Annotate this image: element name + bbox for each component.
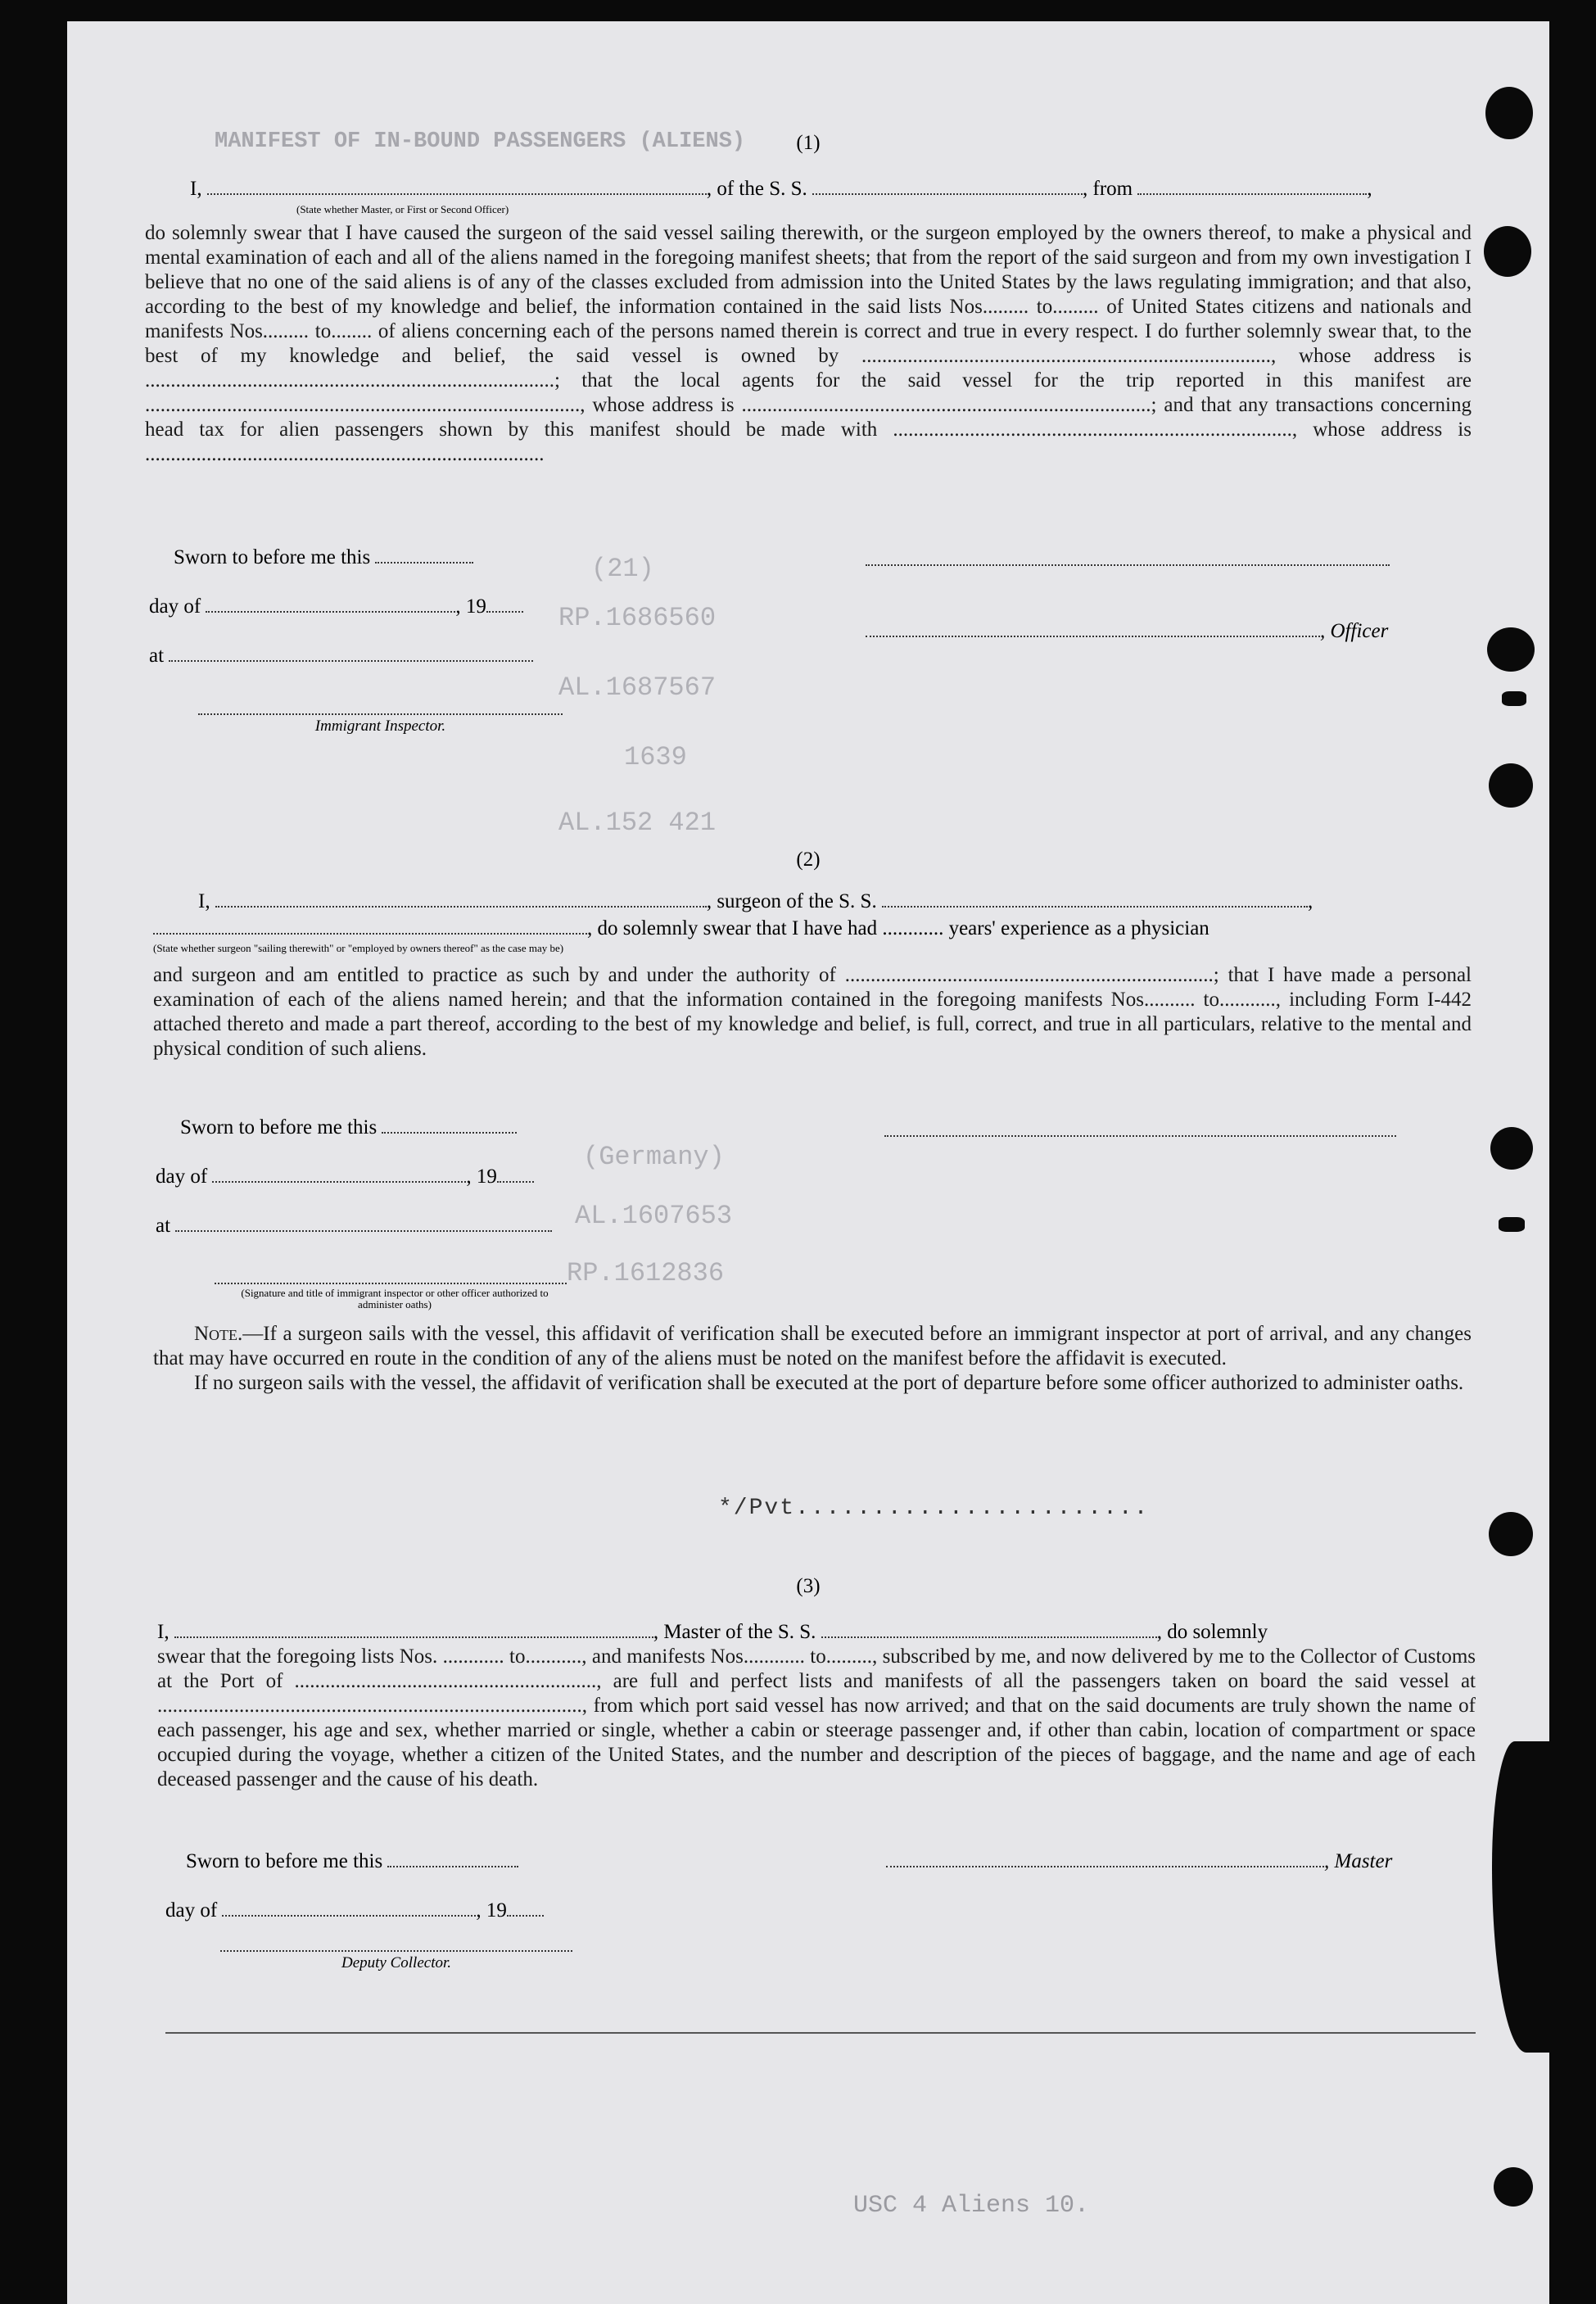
bleed-through-text: 1639 <box>624 742 687 772</box>
surgeon-of-label: , surgeon of the S. S. <box>706 890 877 912</box>
at-label: at <box>149 645 165 667</box>
from-label: , from <box>1083 178 1133 200</box>
bleed-through-text: AL.1607653 <box>575 1201 733 1231</box>
surgeon-status-field[interactable] <box>153 917 587 935</box>
surgeon-name-field[interactable] <box>215 889 707 908</box>
document-page <box>67 21 1549 2304</box>
bleed-through-text: (Germany) <box>583 1142 725 1172</box>
section-1-sworn <box>174 545 473 569</box>
surgeon-signature-line[interactable] <box>884 1135 1396 1137</box>
note-block <box>153 1322 1472 1396</box>
officer-label: , Officer <box>1320 620 1389 642</box>
master-of-label: , Master of the S. S. <box>653 1621 816 1643</box>
inspector-signature-line[interactable] <box>198 713 563 715</box>
inspector-caption: Immigrant Inspector. <box>314 717 446 735</box>
surgeon-vessel-field[interactable] <box>882 889 1308 908</box>
year-prefix: , 19 <box>466 1166 497 1188</box>
torn-edge <box>1492 1741 1549 2053</box>
master-signature <box>886 1849 1392 1873</box>
section-1-paragraph: do solemnly swear that I have caused the surgeon of the said vessel sailing therewith, or the surgeon employed by the owners thereof, to make a physical and mental examination of each and all of the aliens named in the foregoing manifest sheets; that from the report of the said surgeon and from my own investigation I believe that no one of the said aliens is of any of the classes excluded from admission into the United States by the laws regulating immigration; and that also, according to the best of my knowledge and belief, the information contained in the said lists Nos......... to......... of United States citizens and nationals and manifests Nos......... to........ of aliens concerning each of the persons named therein is correct and true in every respect. I do further solemnly swear that, to the best of my knowledge and belief, the said vessel is owned by ................................................................................, whose address is ................................................................................; that the local agents for the said vessel for the trip reported in this manifest are ....................................................................................., whose address is ................................................................................; and that any transactions concerning head tax for alien passengers shown by this manifest should be made with .............................................................................., whose address is .............................................................................. <box>145 222 1472 465</box>
bleed-through-text: (21) <box>591 554 654 584</box>
day-of-field[interactable] <box>206 595 455 613</box>
sworn-label: Sworn to before me this <box>180 1116 378 1138</box>
sworn-day-field[interactable] <box>387 1849 518 1867</box>
punch-hole <box>1494 2167 1533 2207</box>
section-1-day-of <box>149 595 523 618</box>
deputy-signature-line[interactable] <box>220 1950 572 1952</box>
day-of-field[interactable] <box>222 1899 476 1917</box>
officer-signature-line[interactable] <box>866 619 1320 637</box>
section-1-i: I, <box>190 178 202 200</box>
bleed-through-text: RP.1686560 <box>558 603 717 633</box>
bleed-through-text: RP.1612836 <box>567 1258 725 1288</box>
section-3-day-of <box>165 1899 544 1922</box>
day-of-label: day of <box>156 1166 208 1188</box>
punch-hole <box>1484 226 1531 277</box>
punch-hole <box>1487 627 1535 672</box>
signature-line[interactable] <box>866 564 1390 566</box>
section-2-i: I, <box>198 890 210 912</box>
year-prefix: , 19 <box>455 595 486 618</box>
year-field[interactable] <box>497 1165 534 1183</box>
section-2-at <box>156 1214 552 1238</box>
sworn-label: Sworn to before me this <box>174 546 371 568</box>
sworn-label: Sworn to before me this <box>186 1850 383 1872</box>
section-3-sworn <box>186 1849 518 1873</box>
at-label: at <box>156 1215 171 1237</box>
surgeon-caption: (State whether surgeon "sailing therewith" or "employed by owners thereof" as the case may be) <box>153 942 564 954</box>
master-name-field[interactable] <box>207 177 707 195</box>
section-1-number: (1) <box>796 132 821 154</box>
punch-hole <box>1489 763 1533 808</box>
punch-hole <box>1499 1217 1525 1232</box>
vessel-name-field[interactable] <box>812 177 1083 195</box>
section-2-paragraph: and surgeon and am entitled to practice as such by and under the authority of ........................................................................; that I have made a personal examination of each of the aliens named herein; and that the information contained in the foregoing manifests Nos.......... to..........., including Form I-442 attached thereto and made a part thereof, according to the best of my knowledge and belief, is full, correct, and true in all particulars, relative to the mental and physical condition of such aliens. <box>153 964 1472 1060</box>
day-of-label: day of <box>149 595 201 618</box>
day-of-label: day of <box>165 1899 218 1922</box>
bleed-through-header: MANIFEST OF IN-BOUND PASSENGERS (ALIENS) <box>215 129 746 154</box>
sworn-day-field[interactable] <box>375 545 473 564</box>
year-field[interactable] <box>486 595 523 613</box>
section-2-sworn <box>180 1116 517 1139</box>
section-1-at <box>149 644 533 668</box>
section-3-paragraph: swear that the foregoing lists Nos. ............ to..........., and manifests Nos............ to........., subscribed by me, and now delivered by me to the Collector of Customs at the Port of ..........................................................., are full and perfect lists and manifests of all the passengers taken on board the said vessel at ..................................................................................., from which port said vessel has now arrived; and that on the said documents are truly shown the name of each passenger, his age and sex, whether married or single, whether a cabin or steerage passenger and, if other than cabin, location of compartment or space occupied during the voyage, whether a citizen of the United States, and the number and description of the pieces of baggage, and the name and age of each deceased passenger and the cause of his death. <box>157 1645 1476 1790</box>
note-text: —If a surgeon sails with the vessel, this affidavit of verification shall be executed before an immigrant inspector at port of arrival, and any changes that may have occurred en route in the condition of any of the aliens must be noted on the manifest before the affidavit is executed. <box>153 1323 1472 1369</box>
section-2-number: (2) <box>796 849 821 871</box>
officer-signature <box>866 619 1388 643</box>
bleed-through-text: AL.1687567 <box>558 672 717 703</box>
dotted-annotation: */Pvt....................... <box>718 1496 1150 1521</box>
section-2-day-of <box>156 1165 534 1188</box>
note-paragraph-2: If no surgeon sails with the vessel, the affidavit of verification shall be executed at the port of departure before some officer authorized to administer oaths. <box>194 1372 1464 1394</box>
master-signature-line[interactable] <box>886 1849 1324 1867</box>
at-field[interactable] <box>169 644 533 662</box>
bleed-through-text: AL.152 421 <box>558 808 717 838</box>
punch-hole <box>1490 1127 1533 1170</box>
section-2-opening <box>198 889 1313 913</box>
trailing-comma: , <box>1367 178 1372 200</box>
section-3-i: I, <box>157 1621 170 1643</box>
note-paragraph <box>153 1322 1472 1371</box>
note-label: Note. <box>194 1323 243 1345</box>
master-caption: (State whether Master, or First or Second Officer) <box>296 203 509 215</box>
bottom-rule <box>165 2032 1476 2034</box>
section-3-number: (3) <box>796 1575 821 1597</box>
sworn-day-field[interactable] <box>382 1116 517 1134</box>
at-field[interactable] <box>175 1214 552 1232</box>
officer-signature-line[interactable] <box>215 1283 567 1284</box>
form-footer: USC 4 Aliens 10. <box>853 2192 1090 2220</box>
from-port-field[interactable] <box>1137 177 1367 195</box>
year-field[interactable] <box>507 1899 544 1917</box>
section-3-body <box>157 1645 1476 1792</box>
solemnly-label: , do solemnly <box>1156 1621 1268 1643</box>
deputy-caption: Deputy Collector. <box>341 1954 452 1971</box>
swear-line: , do solemnly swear that I have had ............ years' experience as a physician <box>587 917 1209 939</box>
section-1-opening <box>190 177 1372 201</box>
trailing-comma: , <box>1307 890 1313 912</box>
section-2-body <box>153 963 1472 1061</box>
section-2-swear-line <box>153 917 1209 940</box>
of-ss-label: , of the S. S. <box>706 178 807 200</box>
day-of-field[interactable] <box>212 1165 466 1183</box>
master-name-field[interactable] <box>174 1620 653 1638</box>
punch-hole <box>1502 691 1526 706</box>
master-label: , Master <box>1324 1850 1393 1872</box>
year-prefix: , 19 <box>476 1899 507 1922</box>
section-1-body <box>145 221 1472 467</box>
section-3-opening <box>157 1620 1268 1644</box>
officer-caption: (Signature and title of immigrant inspector or other officer authorized to administer oaths) <box>241 1287 549 1310</box>
punch-hole <box>1489 1512 1533 1556</box>
vessel-name-field[interactable] <box>821 1620 1157 1638</box>
